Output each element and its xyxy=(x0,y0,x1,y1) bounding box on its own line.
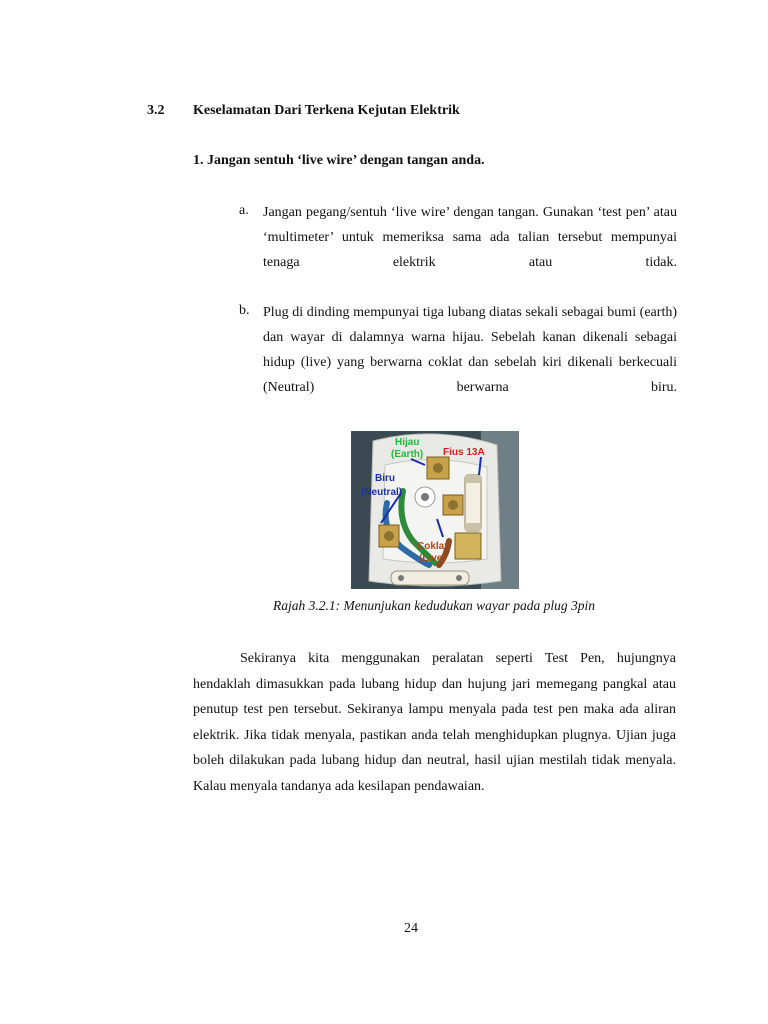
page-number: 24 xyxy=(404,921,418,936)
sub-item-letter-b: b. xyxy=(239,303,250,318)
label-fuse: Fius 13A xyxy=(443,447,485,458)
label-earth-2: (Earth) xyxy=(391,449,424,460)
label-earth-1: Hijau xyxy=(395,437,420,448)
section-number: 3.2 xyxy=(147,103,165,118)
sub-item-letter-a: a. xyxy=(239,203,249,218)
section-title: Keselamatan Dari Terkena Kejutan Elektrik xyxy=(193,103,460,118)
figure-caption: Rajah 3.2.1: Menunjukan kedudukan wayar pada plug 3pin xyxy=(272,598,596,613)
body-paragraph: Sekiranya kita menggunakan peralatan seperti Test Pen, hujungnya hendaklah dimasukkan pada lubang hidup dan hujung jari memegang pangkal atau penutup test pen tersebut. Sekiranya lampu menyala pada test pen maka ada aliran elektrik. Jika tidak menyala, pastikan anda telah menghidupkan plugnya. Ujian juga boleh dilakukan pada lubang hidup dan neutral, hasil ujian mestilah tidak menyala. Kalau menyala tandanya ada kesilapan pendawaian. xyxy=(193,651,676,794)
label-live-1: Coklat xyxy=(417,541,448,552)
sub-item-text-a: Jangan pegang/sentuh ‘live wire’ dengan tangan. Gunakan ‘test pen’ atau ‘multimeter’ untuk memeriksa sama ada talian tersebut mempunyai tenaga elektrik atau tidak. xyxy=(263,205,677,270)
sub-item-text-b: Plug di dinding mempunyai tiga lubang diatas sekali sebagai bumi (earth) dan wayar di dalamnya warna hijau. Sebelah kanan dikenali sebagai hidup (live) yang berwarna coklat dan sebelah kiri dikenali berkecuali (Neutral) berwarna biru. xyxy=(263,305,677,395)
label-neutral-2: (Neutral) xyxy=(361,487,403,498)
label-live-2: (Live) xyxy=(419,553,446,564)
label-neutral-1: Biru xyxy=(375,473,395,484)
list-item-heading: 1. Jangan sentuh ‘live wire’ dengan tangan anda. xyxy=(193,153,485,168)
plug-wiring-photo xyxy=(351,431,519,589)
